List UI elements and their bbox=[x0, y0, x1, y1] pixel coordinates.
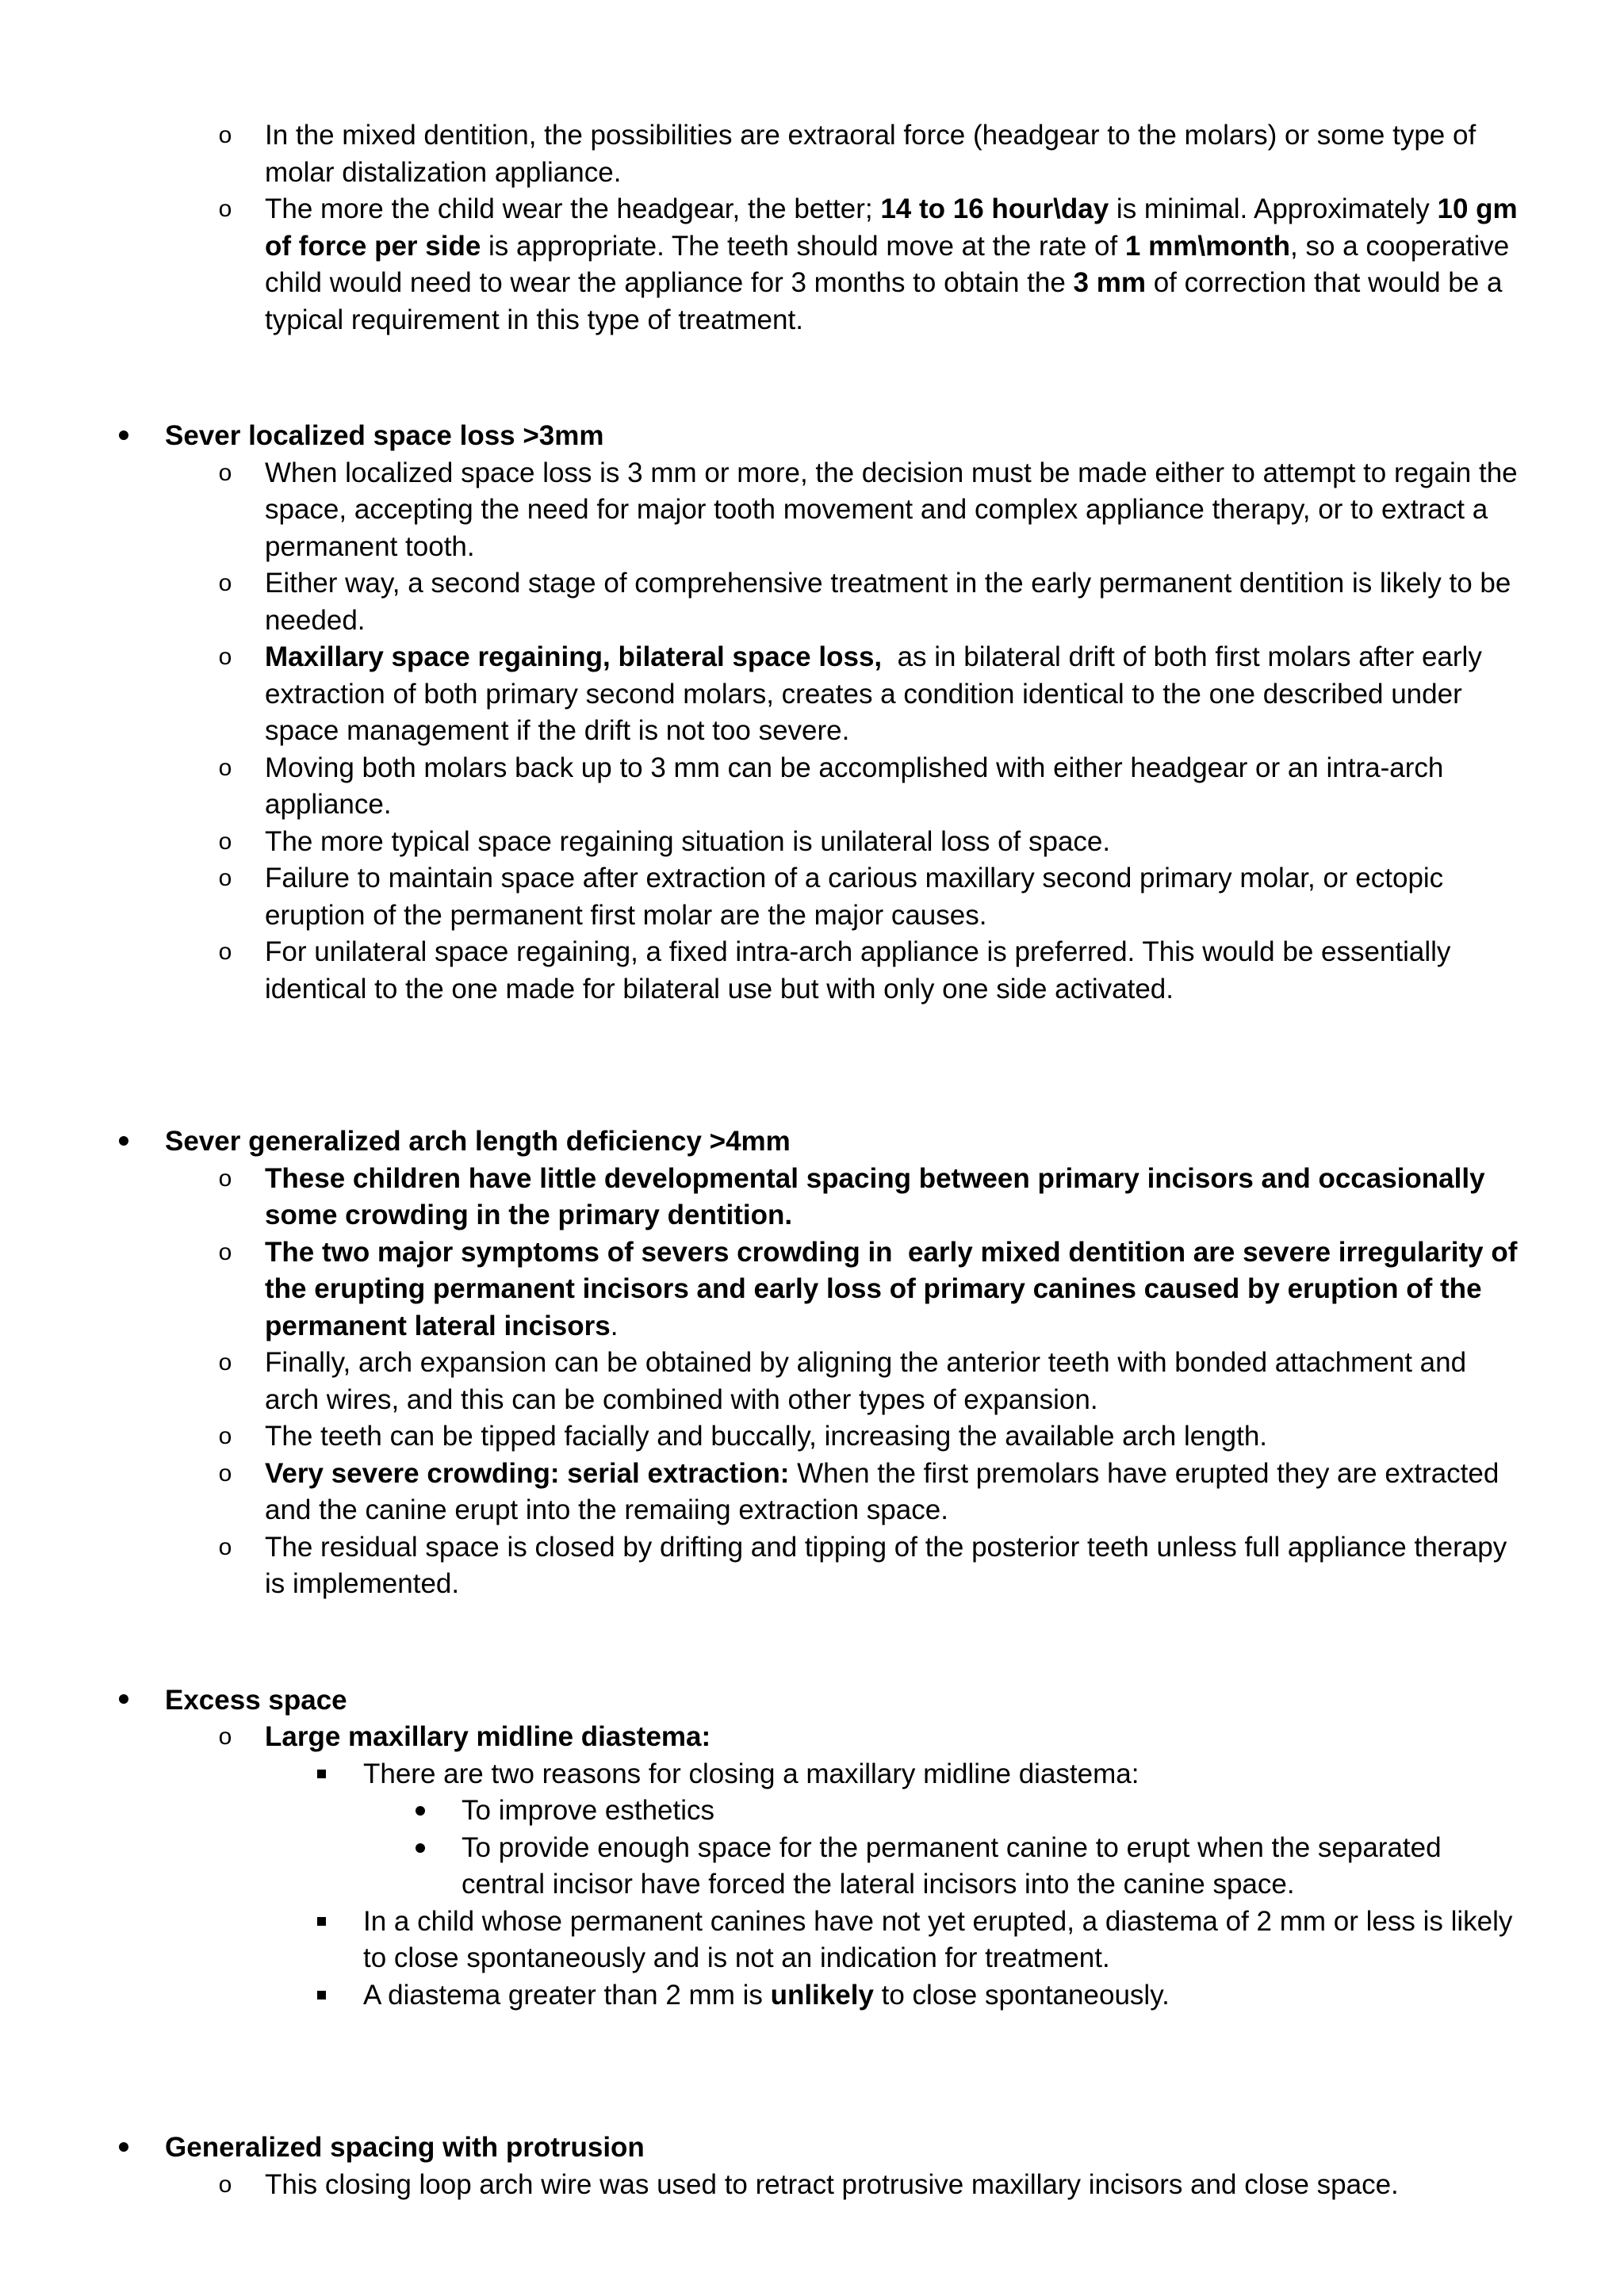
list-item bbox=[218, 639, 1521, 750]
list-item bbox=[218, 191, 1521, 339]
hollow-bullet-icon: o bbox=[218, 754, 232, 781]
item-bold-text: Maxillary space regaining, bilateral space loss, bbox=[265, 641, 883, 672]
list-item bbox=[218, 1529, 1521, 1603]
section-generalized-spacing bbox=[119, 2130, 1521, 2203]
section-list bbox=[165, 2167, 1521, 2204]
list-item bbox=[218, 1234, 1526, 1345]
item-text: as in bilateral drift of both first molars after early extraction of both primary second molars, creates a condition identical to the one described under space management if the drift is not too severe. bbox=[265, 641, 1490, 746]
list-item bbox=[218, 750, 1521, 824]
bullet-icon bbox=[119, 1123, 165, 1161]
item-bold-text: The two major symptoms of severs crowding in early mixed dentition are severe irregularity of the erupting permanent incisors and early loss of primary canines caused by eruption of the permanent lateral incisors bbox=[265, 1236, 1526, 1341]
item-text: This closing loop arch wire was used to retract protrusive maxillary incisors and close space. bbox=[265, 2168, 1399, 2200]
item-bold-text: 3 mm bbox=[1073, 267, 1146, 298]
list-item bbox=[363, 1977, 1521, 2015]
bullet-icon bbox=[119, 418, 165, 455]
square-bullet-icon bbox=[317, 1917, 326, 1926]
list-item bbox=[218, 860, 1521, 934]
hollow-bullet-icon: o bbox=[218, 1238, 232, 1265]
item-text: Finally, arch expansion can be obtained by aligning the anterior teeth with bonded attachment and arch wires, and this can be combined with other types of expansion. bbox=[265, 1347, 1467, 1415]
item-text: Failure to maintain space after extraction of a carious maxillary second primary molar, or ectopic eruption of the permanent first molar are the major causes. bbox=[265, 863, 1444, 931]
section-list bbox=[165, 1719, 1521, 2014]
hollow-bullet-icon: o bbox=[218, 939, 232, 965]
hollow-bullet-icon: o bbox=[218, 1724, 232, 1750]
hollow-bullet-icon: o bbox=[218, 1423, 232, 1449]
bullet-icon bbox=[119, 2130, 165, 2167]
item-bold-text: 1 mm\month bbox=[1124, 230, 1290, 262]
list-item bbox=[363, 1904, 1521, 1977]
list-item bbox=[218, 824, 1521, 861]
item-text: In a child whose permanent canines have not yet erupted, a diastema of 2 mm or less is likely to close spontaneously and is not an indication for treatment. bbox=[363, 1905, 1513, 1973]
item-bold-text: Very severe crowding: serial extraction: bbox=[265, 1457, 790, 1489]
list-item bbox=[218, 1345, 1521, 1418]
item-text: For unilateral space regaining, a fixed intra-arch appliance is preferred. This would be essentially identical to the one made for bilateral use but with only one side activated. bbox=[265, 936, 1451, 1004]
item-text: When the first premolars have erupted they are extracted and the canine erupt into the remaiing extraction space. bbox=[265, 1457, 1500, 1525]
item-text: to close spontaneously. bbox=[873, 1979, 1170, 2011]
item-text: To provide enough space for the permanent canine to erupt when the separated central incisor have forced the lateral incisors into the canine space. bbox=[462, 1831, 1442, 1900]
item-text: The more the child wear the headgear, the better; bbox=[265, 193, 881, 224]
list-item bbox=[218, 117, 1521, 191]
hollow-bullet-icon: o bbox=[218, 459, 232, 486]
reasons-list bbox=[363, 1793, 1521, 1904]
list-item bbox=[218, 565, 1521, 639]
section-heading: Sever generalized arch length deficiency >4mm bbox=[165, 1126, 791, 1157]
list-item bbox=[218, 1719, 1521, 2014]
section-list bbox=[165, 1161, 1526, 1603]
item-text: Either way, a second stage of comprehensive treatment in the early permanent dentition is likely to be needed. bbox=[265, 568, 1511, 636]
list-item bbox=[218, 1418, 1521, 1456]
hollow-bullet-icon: o bbox=[218, 2171, 232, 2198]
list-item bbox=[462, 1793, 1521, 1830]
list-item bbox=[218, 934, 1521, 1008]
item-text: The residual space is closed by drifting and tipping of the posterior teeth unless full appliance therapy is implemented. bbox=[265, 1531, 1507, 1599]
item-text: of correction that would be a typical requirement in this type of treatment. bbox=[265, 267, 1503, 335]
list-item bbox=[218, 2167, 1521, 2204]
item-bold-text: unlikely bbox=[770, 1979, 874, 2011]
hollow-bullet-icon: o bbox=[218, 644, 232, 670]
item-bold-text: These children have little developmental spacing between primary incisors and occasionally some crowding in the primary dentition. bbox=[265, 1162, 1485, 1230]
hollow-bullet-icon: o bbox=[218, 828, 232, 855]
item-text: To improve esthetics bbox=[462, 1795, 715, 1826]
section-list bbox=[165, 455, 1521, 1008]
hollow-bullet-icon: o bbox=[218, 865, 232, 891]
section-heading: Sever localized space loss >3mm bbox=[165, 420, 604, 451]
bullet-icon bbox=[119, 1682, 165, 1720]
list-item bbox=[218, 455, 1521, 566]
item-text: The teeth can be tipped facially and buccally, increasing the available arch length. bbox=[265, 1421, 1268, 1452]
item-text: . bbox=[610, 1310, 619, 1341]
hollow-bullet-icon: o bbox=[218, 1460, 232, 1487]
hollow-bullet-icon: o bbox=[218, 196, 232, 222]
list-item bbox=[363, 1756, 1521, 1904]
sub-heading: Large maxillary midline diastema: bbox=[265, 1721, 711, 1752]
section-heading: Excess space bbox=[165, 1684, 347, 1716]
hollow-bullet-icon: o bbox=[218, 122, 232, 148]
item-bold-text: 14 to 16 hour\day bbox=[880, 193, 1109, 224]
bullet-icon bbox=[416, 1806, 425, 1816]
hollow-bullet-icon: o bbox=[218, 1349, 232, 1376]
square-bullet-icon bbox=[317, 1770, 326, 1778]
item-text: There are two reasons for closing a maxillary midline diastema: bbox=[363, 1758, 1139, 1789]
item-text: , so a cooperative child would need to wear the appliance for 3 months to obtain the bbox=[265, 230, 1510, 298]
item-bold-text: 10 gm of force per side bbox=[265, 193, 1518, 262]
section-heading: Generalized spacing with protrusion bbox=[165, 2132, 645, 2163]
hollow-bullet-icon: o bbox=[218, 1165, 232, 1192]
section-localized-space-loss bbox=[119, 418, 1521, 1008]
item-text: A diastema greater than 2 mm is bbox=[363, 1979, 771, 2011]
sub-list bbox=[265, 1756, 1521, 2015]
item-text: In the mixed dentition, the possibilities are extraoral force (headgear to the molars) or some type of molar distalization appliance. bbox=[265, 120, 1477, 188]
item-text: is minimal. Approximately bbox=[1109, 193, 1438, 224]
list-item bbox=[462, 1830, 1521, 1904]
section-generalized-arch-deficiency bbox=[119, 1123, 1526, 1603]
list-item bbox=[218, 1161, 1521, 1234]
item-text: The more typical space regaining situation is unilateral loss of space. bbox=[265, 825, 1111, 857]
square-bullet-icon bbox=[317, 1991, 326, 1999]
item-text: is appropriate. The teeth should move at the rate of bbox=[481, 230, 1125, 262]
hollow-bullet-icon: o bbox=[218, 1533, 232, 1560]
intro-list bbox=[165, 117, 1521, 339]
item-text: Moving both molars back up to 3 mm can be accomplished with either headgear or an intra-arch appliance. bbox=[265, 752, 1444, 820]
hollow-bullet-icon: o bbox=[218, 570, 232, 596]
item-text: When localized space loss is 3 mm or more, the decision must be made either to attempt to regain the space, accepting the need for major tooth movement and complex appliance therapy, or to extract a permanent tooth. bbox=[265, 457, 1518, 562]
bullet-icon bbox=[416, 1843, 425, 1853]
section-excess-space bbox=[119, 1682, 1521, 2015]
list-item bbox=[218, 1456, 1521, 1529]
